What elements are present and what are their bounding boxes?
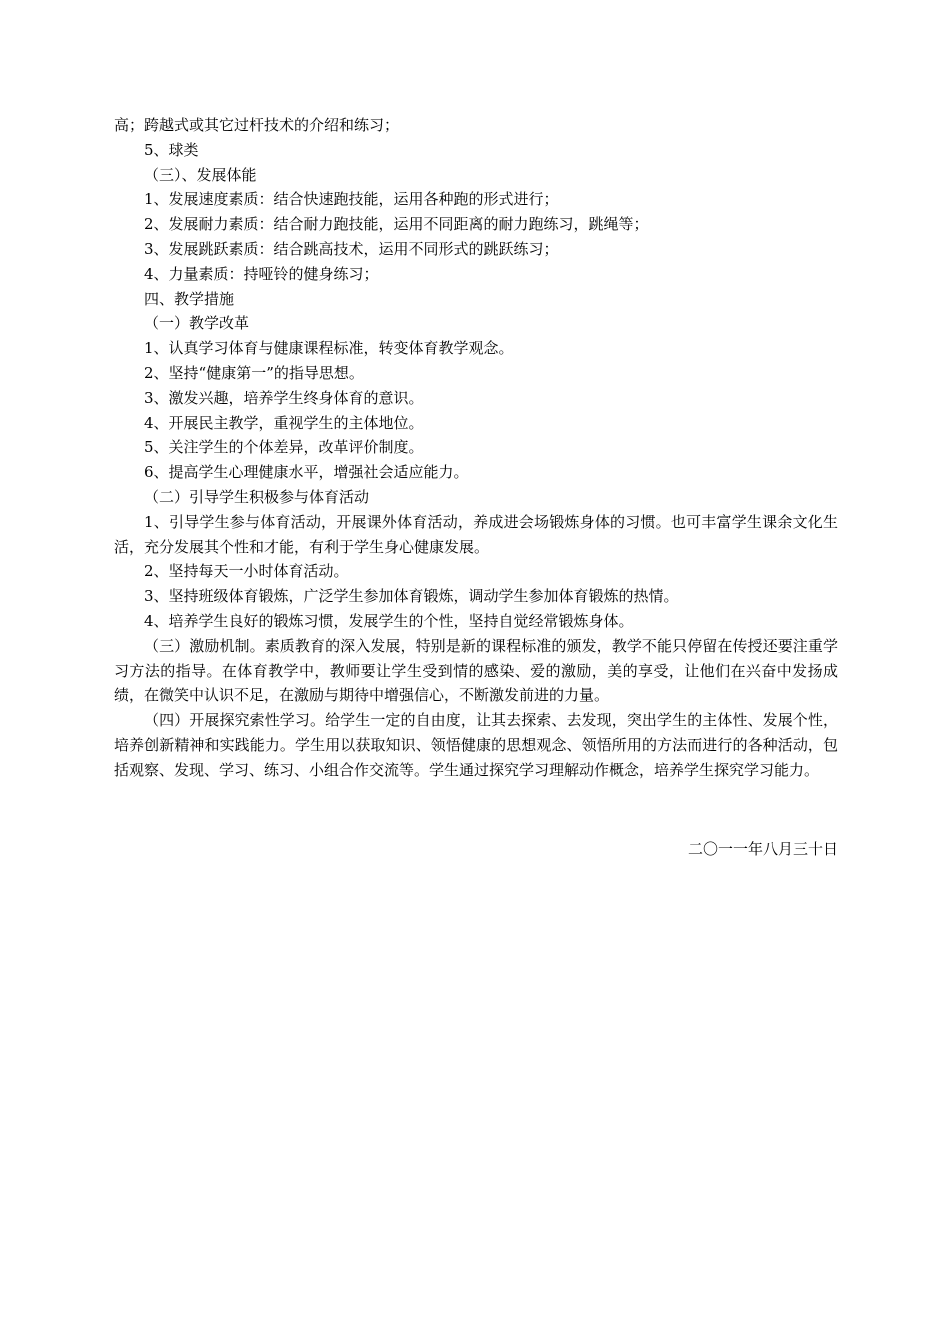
section-heading: 四、教学措施 (144, 289, 235, 308)
text-line: 3、坚持班级体育锻炼，广泛学生参加体育锻炼，调动学生参加体育锻炼的热情。 (144, 587, 679, 606)
text-line: 5、关注学生的个体差异，改革评价制度。 (144, 438, 424, 457)
text-line: 2、坚持“健康第一”的指导思想。 (144, 363, 364, 382)
paragraph: （三）激励机制。素质教育的深入发展，特别是新的课程标准的颁发，教学不能只停留在传授还要注重学习方法的指导。在体育教学中，教师要让学生受到情的感染、爱的激励，美的享受，让他们在兴奋中发扬成绩，在微笑中认识不足，在激励与期待中增强信心，不断激发前进的力量。 (114, 636, 838, 705)
paragraph: 1、引导学生参与体育活动，开展课外体育活动，养成进会场锻炼身体的习惯。也可丰富学生课余文化生活，充分发展其个性和才能，有利于学生身心健康发展。 (114, 512, 838, 556)
text-line: 6、提高学生心理健康水平，增强社会适应能力。 (144, 463, 469, 482)
text-line: 4、力量素质：持哑铃的健身练习； (144, 264, 379, 283)
text-line: 4、培养学生良好的锻炼习惯，发展学生的个性，坚持自觉经常锻炼身体。 (144, 611, 634, 630)
document-body (114, 113, 838, 783)
paragraph: （四）开展探究索性学习。给学生一定的自由度，让其去探索、去发现，突出学生的主体性、发展个性，培养创新精神和实践能力。学生用以获取知识、领悟健康的思想观念、领悟所用的方法而进行的各种活动，包括观察、发现、学习、练习、小组合作交流等。学生通过探究学习理解动作概念，培养学生探究学习能力。 (114, 711, 838, 779)
text-line: 3、激发兴趣，培养学生终身体育的意识。 (144, 388, 424, 407)
text-line: 高；跨越式或其它过杆技术的介绍和练习； (114, 116, 400, 134)
text-line: 2、坚持每天一小时体育活动。 (144, 562, 349, 581)
section-heading: （三）、发展体能 (144, 165, 257, 184)
section-heading: （二）引导学生积极参与体育活动 (144, 487, 370, 506)
text-line: 1、发展速度素质：结合快速跑技能，运用各种跑的形式进行； (144, 190, 559, 209)
text-line: 3、发展跳跃素质：结合跳高技术，运用不同形式的跳跃练习； (144, 239, 559, 258)
document-date: 二〇一一年八月三十日 (687, 840, 838, 858)
section-heading: （一）教学改革 (144, 314, 250, 333)
text-line: 2、发展耐力素质：结合耐力跑技能，运用不同距离的耐力跑练习，跳绳等； (144, 215, 649, 234)
text-line: 1、认真学习体育与健康课程标准，转变体育教学观念。 (144, 339, 514, 358)
text-line: 5、球类 (144, 140, 199, 159)
text-line: 4、开展民主教学，重视学生的主体地位。 (144, 413, 424, 432)
